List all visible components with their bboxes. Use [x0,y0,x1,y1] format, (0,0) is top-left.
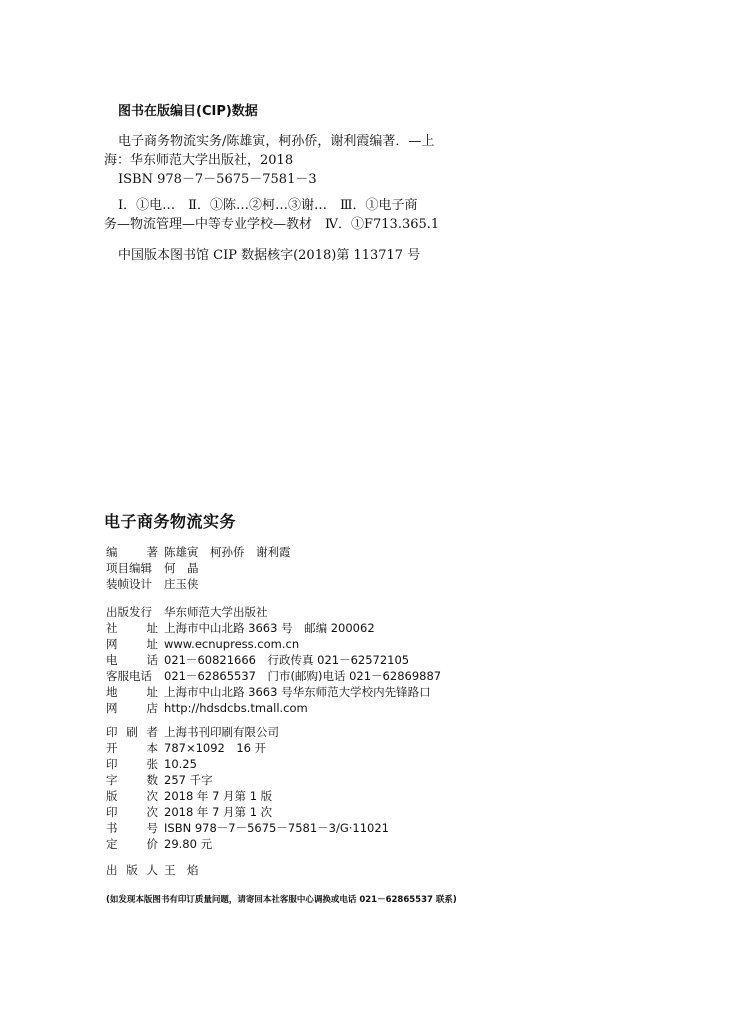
row-value: www.ecnupress.com.cn [164,637,300,651]
cip-isbn: ISBN 978－7－5675－7581－3 [118,172,317,187]
print-row [106,820,389,836]
row-value: 2018 年 7 月第 1 版 [164,789,273,803]
row-label: 电 话 [106,653,158,667]
print-row [106,724,389,740]
row-value: 上海书刊印刷有限公司 [164,725,279,739]
row-value: 10.25 [164,757,197,771]
pub-row [106,684,441,700]
row-label: 字 数 [106,773,158,787]
cip-catalog [104,246,484,265]
print-row [106,772,389,788]
printing-section [106,724,389,852]
pub-row [106,668,441,684]
row-label: 印 次 [106,805,158,819]
print-row [106,836,389,852]
row-label: 项目编辑 [106,561,152,575]
cip-entry-line: 海：华东师范大学出版社，2018 [104,153,294,168]
cip-entry [104,132,484,189]
row-value: 021－62865537 门市(邮购)电话 021－62869887 [164,669,442,683]
row-value: http://hdsdcbs.tmall.com [164,701,308,715]
cip-subject-line: Ⅰ．①电… Ⅱ．①陈…②柯…③谢… Ⅲ．①电子商 [118,198,418,213]
row-label: 网 址 [106,637,158,651]
row-value: 787×1092 16 开 [164,741,267,755]
row-label: 客服电话 [106,669,152,683]
row-value: 上海市中山北路 3663 号 邮编 200062 [164,621,375,635]
cip-subjects [104,196,484,234]
staff-row-editor [106,560,291,576]
cip-entry-line: 电子商务物流实务/陈雄寅，柯孙侨，谢利霞编著．—上 [118,134,435,149]
row-value: 29.80 元 [164,837,213,851]
quality-note: (如发现本版图书有印订质量问题，请寄回本社客服中心调换或电话 021－62865537 联系) [106,895,457,905]
row-value: 庄玉侠 [164,577,199,591]
print-row [106,756,389,772]
pub-row [106,700,441,716]
row-label: 印 刷 者 [106,725,158,739]
row-label: 社 址 [106,621,158,635]
pub-row [106,604,441,620]
row-value: 2018 年 7 月第 1 次 [164,805,273,819]
publisher-section [106,862,199,878]
publishing-section [106,604,441,716]
staff-row-author [106,544,291,560]
row-label: 编 著 [106,545,158,559]
cip-catalog-number: 中国版本图书馆 CIP 数据核字(2018)第 113717 号 [118,248,421,263]
row-value: 021－60821666 行政传真 021－62572105 [164,653,410,667]
row-label: 装帧设计 [106,577,152,591]
row-label: 版 次 [106,789,158,803]
row-label: 出 版 人 [106,863,158,877]
row-label: 印 张 [106,757,158,771]
row-value: 何 晶 [164,561,199,575]
publisher-row [106,862,199,878]
book-title: 电子商务物流实务 [104,512,237,531]
print-row [106,804,389,820]
pub-row [106,636,441,652]
cip-heading: 图书在版编目(CIP)数据 [118,104,258,119]
pub-row [106,620,441,636]
staff-row-designer [106,576,291,592]
row-label: 书 号 [106,821,158,835]
row-value: 257 千字 [164,773,213,787]
row-value: 陈雄寅 柯孙侨 谢利霞 [164,545,291,559]
print-row [106,740,389,756]
staff-section [106,544,291,592]
row-label: 出版发行 [106,605,152,619]
row-label: 开 本 [106,741,158,755]
cip-subject-line: 务—物流管理—中等专业学校—教材 Ⅳ．①F713.365.1 [104,217,440,232]
print-row [106,788,389,804]
cip-block [104,102,484,265]
row-value: 华东师范大学出版社 [164,605,268,619]
row-label: 地 址 [106,685,158,699]
row-value: 王 焰 [164,863,199,877]
pub-row [106,652,441,668]
row-label: 网 店 [106,701,158,715]
row-value: 上海市中山北路 3663 号华东师范大学校内先锋路口 [164,685,431,699]
row-value: ISBN 978－7－5675－7581－3/G·11021 [164,821,389,835]
row-label: 定 价 [106,837,158,851]
